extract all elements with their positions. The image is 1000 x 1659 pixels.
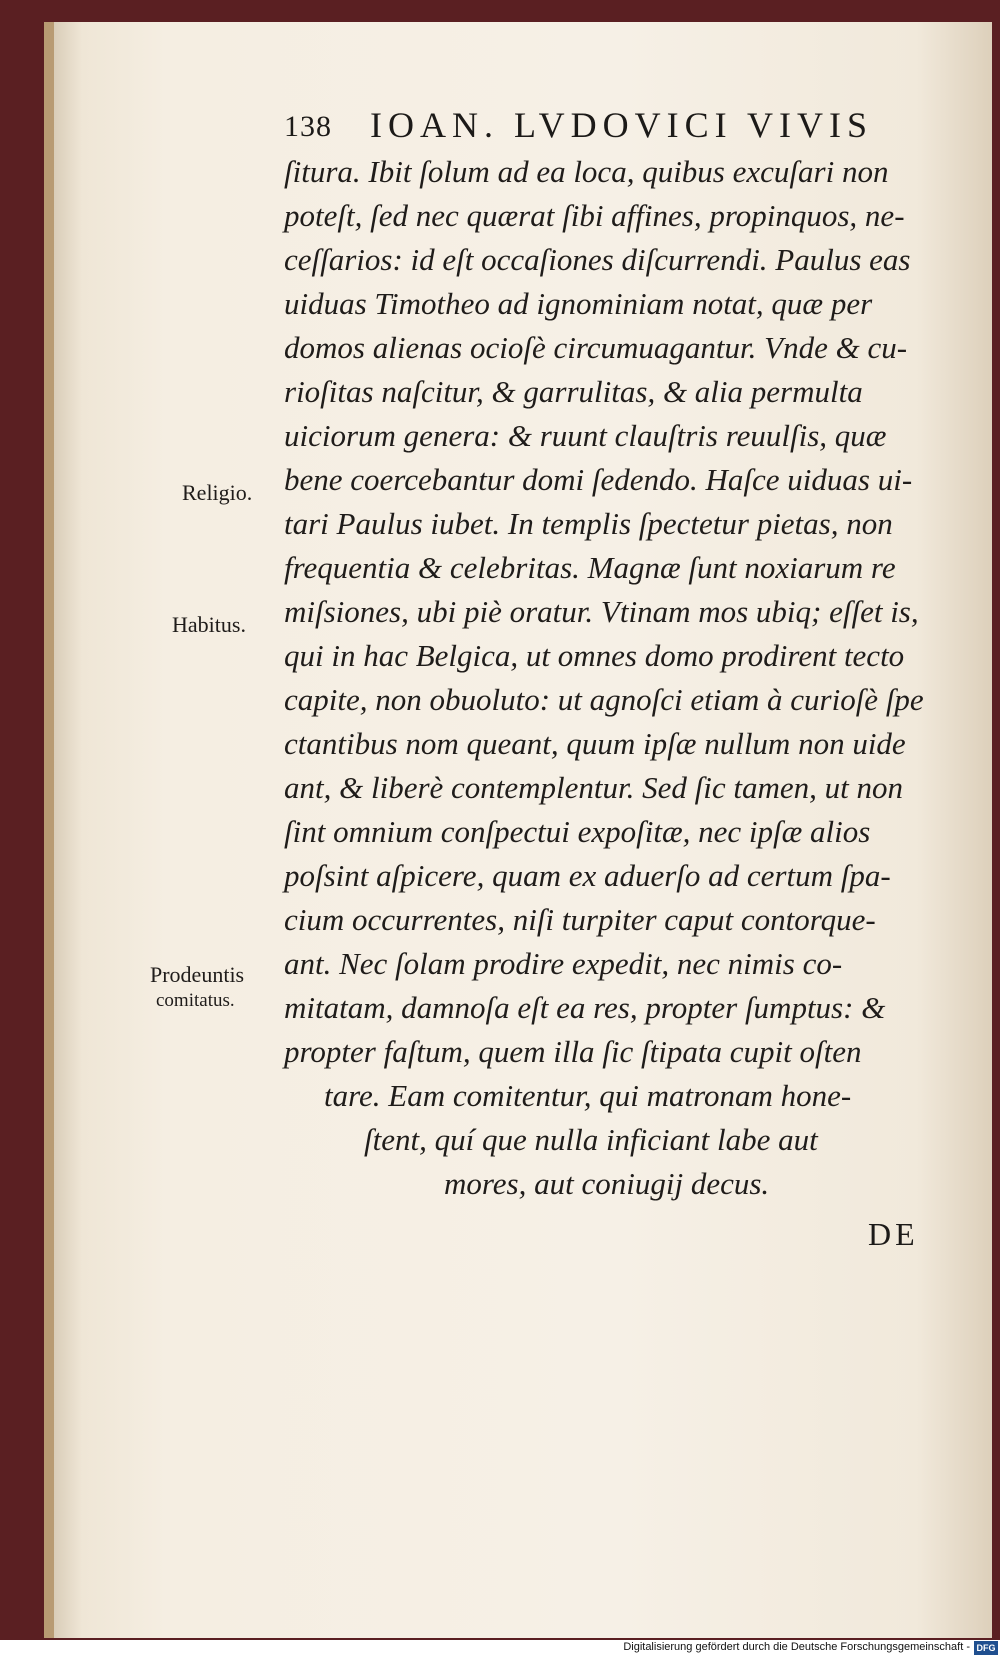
text-line: tari Paulus iubet. In templis ſpectetur pietas, non — [284, 506, 893, 541]
text-line: ctantibus nom queant, quum ipſæ nullum non uide — [284, 726, 906, 761]
text-line: ſitura. Ibit ſolum ad ea loca, quibus excuſari non — [284, 154, 889, 189]
text-line: capite, non obuoluto: ut agnoſci etiam à curioſè ſpe — [284, 682, 924, 717]
margin-note-comitatus: comitatus. — [156, 990, 235, 1011]
text-line: bene coercebantur domi ſedendo. Haſce uiduas ui- — [284, 462, 913, 497]
text-line: domos alienas ocioſè circumuagantur. Vnde & cu- — [284, 330, 908, 365]
text-line: tare. Eam comitentur, qui matronam hone- — [324, 1078, 852, 1113]
digitization-credit: Digitalisierung gefördert durch die Deutsche Forschungsgemeinschaft - — [623, 1641, 970, 1653]
text-line: propter faſtum, quem illa ſic ſtipata cupit oſten — [284, 1034, 862, 1069]
text-line: frequentia & celebritas. Magnæ ſunt noxiarum re — [284, 550, 896, 585]
text-line: poſsint aſpicere, quam ex aduerſo ad certum ſpa- — [284, 858, 891, 893]
text-line: ſtent, quí que nulla inficiant labe aut — [364, 1122, 818, 1157]
text-line: uiciorum genera: & ruunt clauſtris reuulſis, quæ — [284, 418, 887, 453]
text-line: rioſitas naſcitur, & garrulitas, & alia permulta — [284, 374, 863, 409]
text-line: qui in hac Belgica, ut omnes domo prodirent tecto — [284, 638, 905, 673]
text-line: mitatam, damnoſa eſt ea res, propter ſumptus: & — [284, 990, 886, 1025]
text-line: miſsiones, ubi piè oratur. Vtinam mos ubiq; eſſet is, — [284, 594, 919, 629]
text-line: mores, aut coniugij decus. — [444, 1166, 770, 1201]
text-line: cium occurrentes, niſi turpiter caput contorque- — [284, 902, 876, 937]
text-line: ant. Nec ſolam prodire expedit, nec nimis co- — [284, 946, 843, 981]
margin-note-habitus: Habitus. — [172, 612, 246, 637]
page-number: 138 — [284, 110, 332, 143]
text-line: ceſſarios: id eſt occaſiones diſcurrendi. Paulus eas — [284, 242, 911, 277]
margin-note-prodeuntis: Prodeuntis — [150, 962, 245, 987]
main-text — [284, 150, 934, 1206]
text-line: ſint omnium conſpectui expoſitæ, nec ipſæ alios — [284, 814, 871, 849]
running-title: IOAN. LVDOVICI VIVIS — [370, 105, 873, 145]
dfg-logo: DFG — [974, 1641, 998, 1655]
text-line: poteſt, ſed nec quærat ſibi affines, propinquos, ne- — [284, 198, 905, 233]
margin-note-religio: Religio. — [182, 480, 253, 505]
page-header — [0, 104, 1000, 148]
text-line: uiduas Timotheo ad ignominiam notat, quæ per — [284, 286, 873, 321]
text-line: ant, & liberè contemplentur. Sed ſic tamen, ut non — [284, 770, 904, 805]
catchword: DE — [868, 1216, 919, 1252]
